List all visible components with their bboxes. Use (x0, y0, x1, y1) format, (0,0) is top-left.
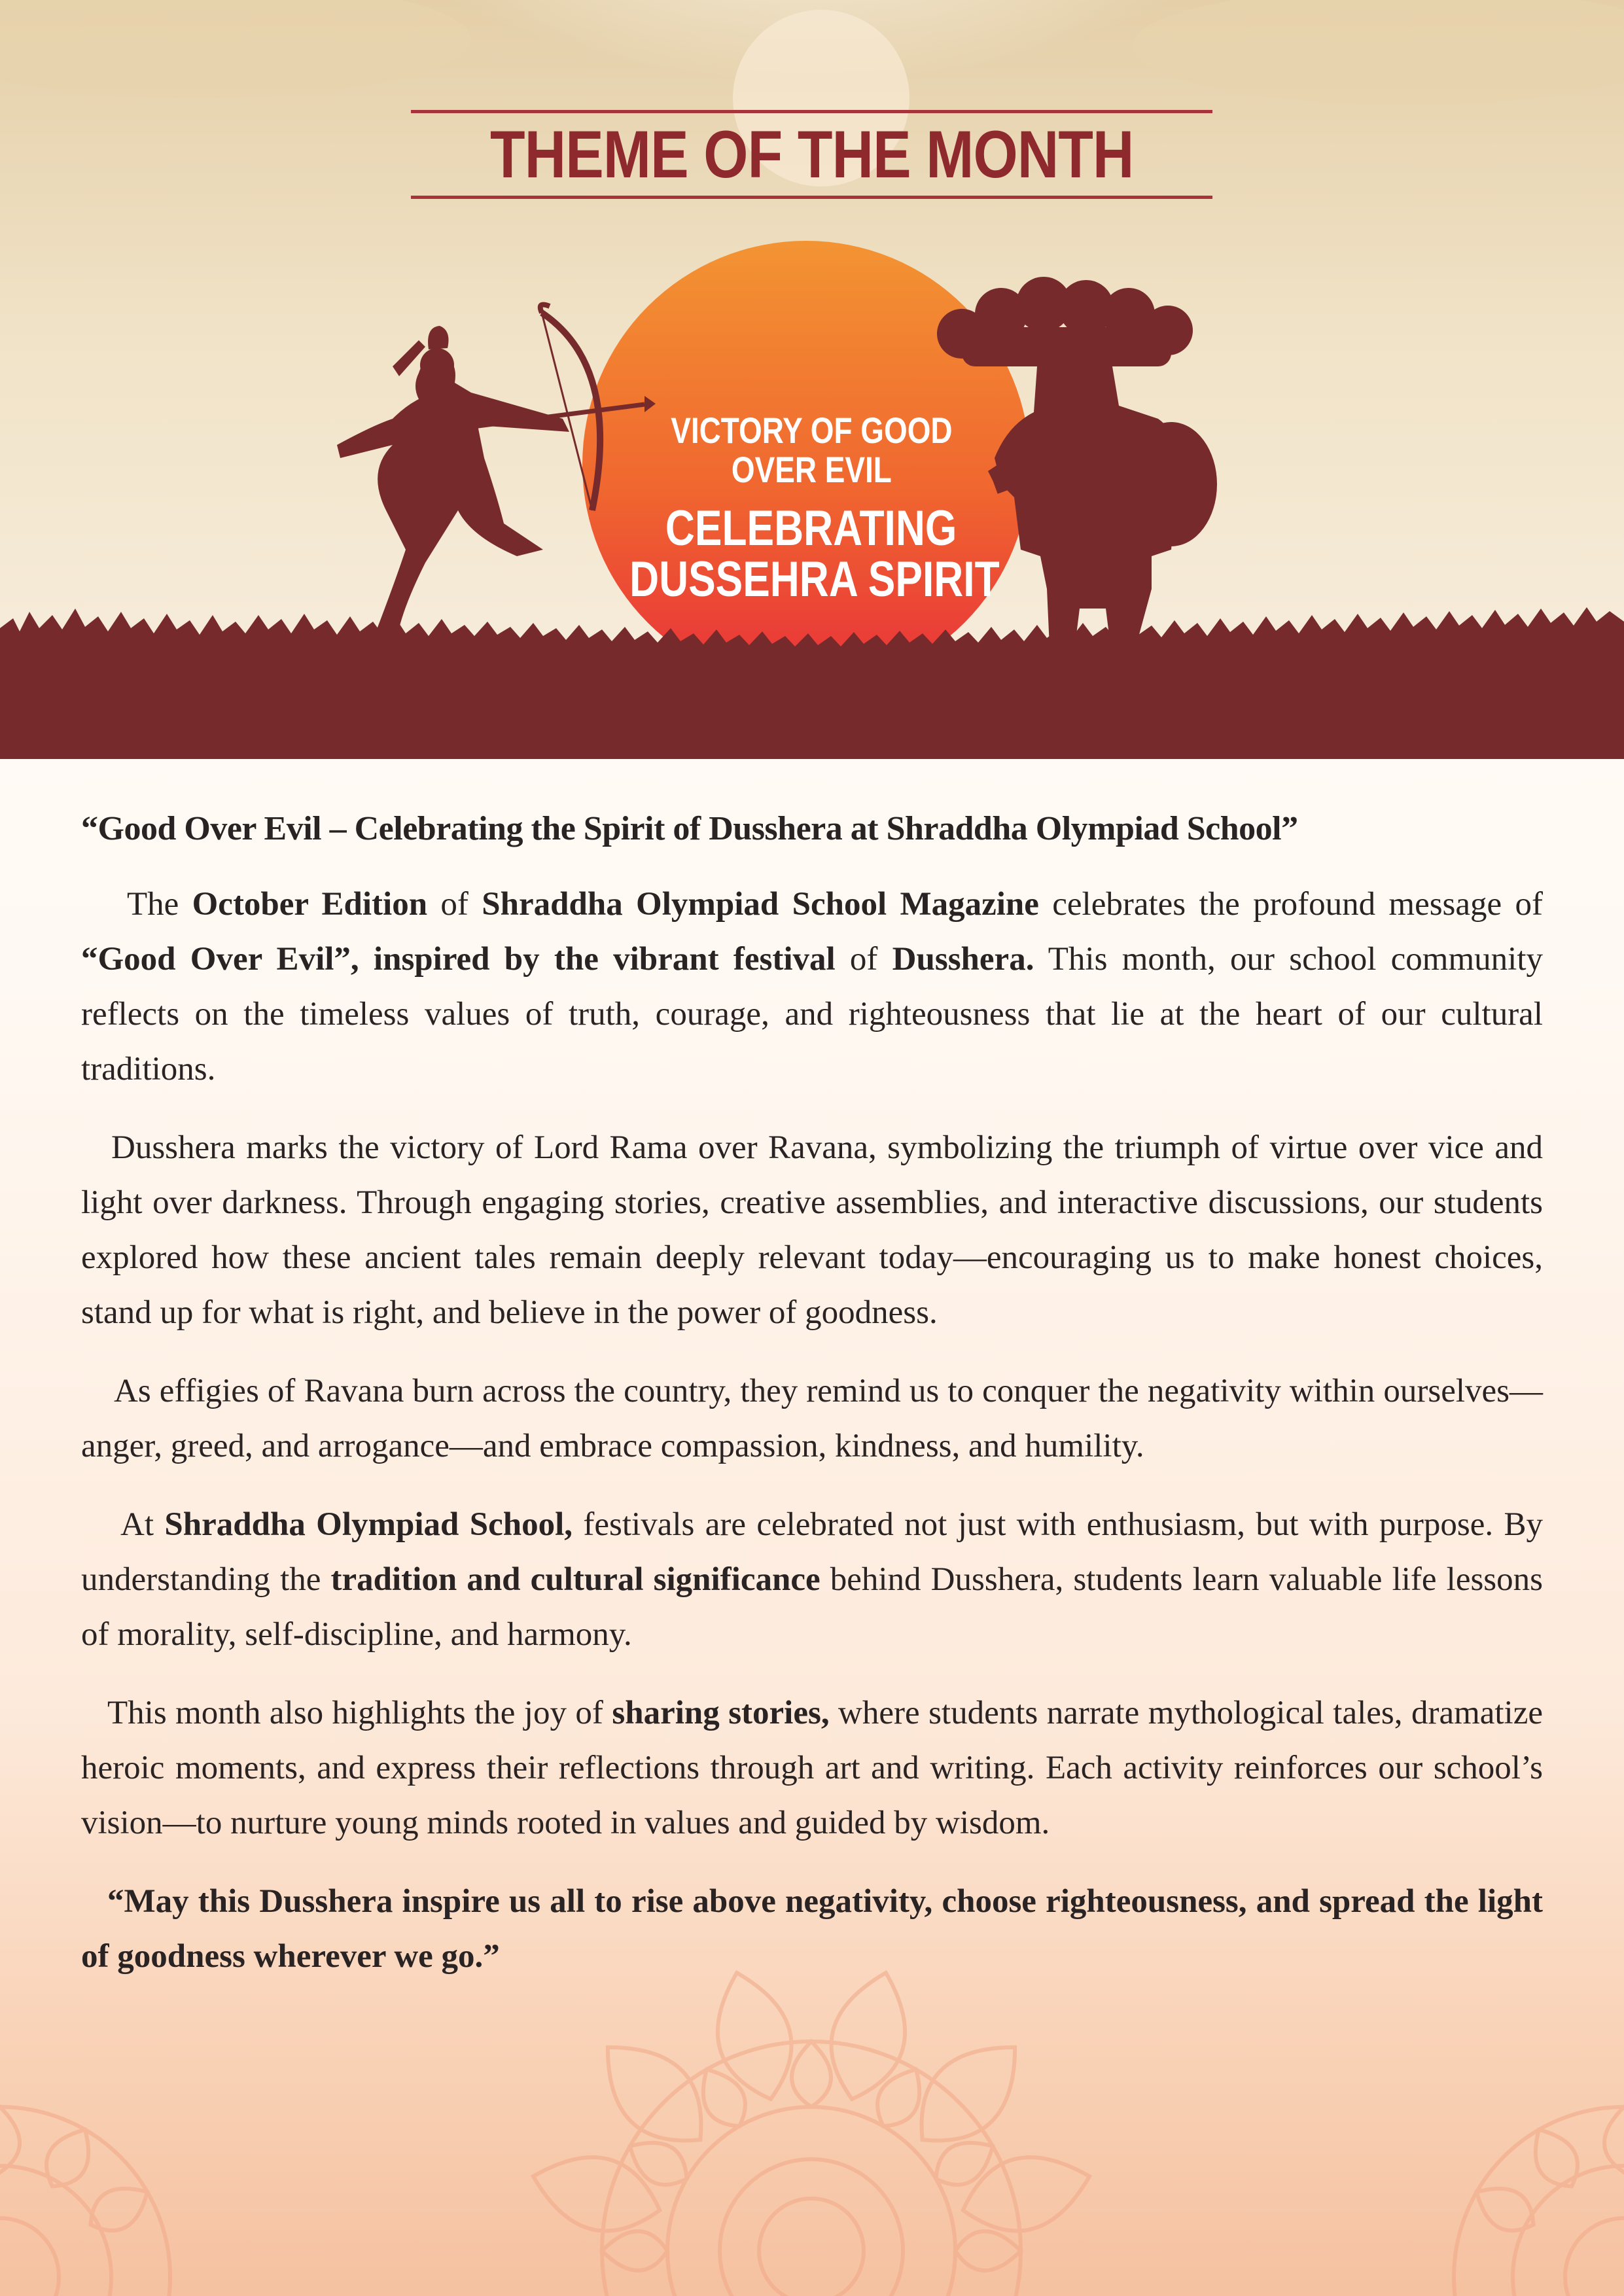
page-title (411, 110, 1212, 199)
paragraph-4: At Shraddha Olympiad School, festivals are celebrated not just with enthusiasm, but with purpose. By understanding the tradition and cultural significance behind Dusshera, students learn valuable life lessons of morality, self-discipline, and harmony. (81, 1506, 1544, 1653)
paragraph-3: As effigies of Ravana burn across the country, they remind us to conquer the negativity within ourselves—anger, greed, and arrogance—and embrace compassion, kindness, and humility. (81, 1373, 1543, 1464)
article-headline: “Good Over Evil – Celebrating the Spirit of Dusshera at Shraddha Olympiad School” (81, 810, 1298, 847)
page-title-text: THEME OF THE MONTH (489, 116, 1134, 192)
sun-text-line-3: CELEBRATING (665, 501, 957, 556)
sun-text-line-1: VICTORY OF GOOD (670, 410, 953, 451)
article-body (81, 806, 1543, 1984)
paragraph-1: The October Edition of Shraddha Olympiad School Magazine celebrates the profound message of “Good Over Evil”, inspired by the vibrant festival of Dusshera. This month, our school community reflects on the timeless values of truth, courage, and righteousness that lie at the heart of our cultural traditions. (81, 886, 1544, 1087)
hero-banner (0, 0, 1624, 759)
paragraph-2: Dusshera marks the victory of Lord Rama over Ravana, symbolizing the triumph of virtue over vice and light over darkness. Through engaging stories, creative assemblies, and interactive discussions, our students explored how these ancient tales remain deeply relevant today—encouraging us to make honest choices, stand up for what is right, and believe in the power of goodness. (81, 1129, 1543, 1331)
sun-text-line-2: OVER EVIL (731, 449, 892, 490)
closing-quote: “May this Dusshera inspire us all to rise above negativity, choose righteousness, and spread the light of goodness wherever we go.” (81, 1883, 1543, 1975)
sun-text-line-4: DUSSEHRA SPIRIT (629, 552, 1000, 607)
paragraph-5: This month also highlights the joy of sharing stories, where students narrate mythological tales, dramatize heroic moments, and express their reflections through art and writing. Each activity reinforces our school’s vision—to nurture young minds rooted in values and guided by wisdom. (81, 1695, 1543, 1841)
